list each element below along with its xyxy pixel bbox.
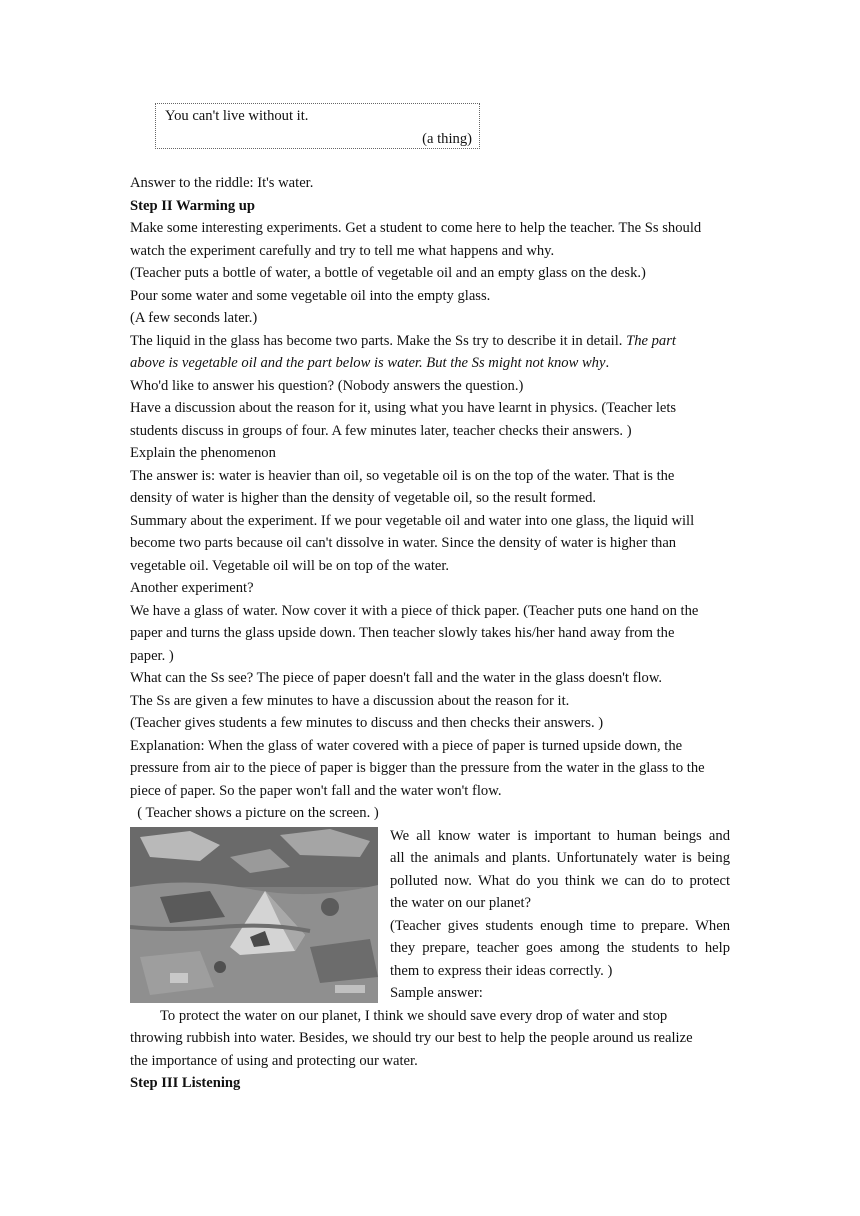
italic-text: The part bbox=[626, 332, 676, 349]
paragraph-line: We have a glass of water. Now cover it with a piece of thick paper. (Teacher puts one hand on the bbox=[130, 602, 699, 619]
figure-side-text bbox=[390, 825, 730, 1005]
paragraph-line: Summary about the experiment. If we pour vegetable oil and water into one glass, the liquid will bbox=[130, 512, 695, 529]
riddle-hint: (a thing) bbox=[422, 131, 472, 147]
paragraph-line: watch the experiment carefully and try to tell me what happens and why. bbox=[130, 242, 555, 259]
paragraph-line bbox=[130, 352, 730, 375]
paragraph-line: Who'd like to answer his question? (Nobody answers the question.) bbox=[130, 377, 524, 394]
riddle-box bbox=[155, 103, 480, 149]
side-line: polluted now. What do you think we can do to protect bbox=[390, 872, 730, 889]
side-line: (Teacher gives students enough time to prepare. When bbox=[390, 917, 730, 934]
sample-answer-line: throwing rubbish into water. Besides, we should try our best to help the people around us realize bbox=[130, 1030, 693, 1046]
paragraph-line: ( Teacher shows a picture on the screen. ) bbox=[130, 805, 379, 821]
sample-answer-line: To protect the water on our planet, I think we should save every drop of water and stop bbox=[160, 1007, 668, 1024]
paragraph-line: (Teacher puts a bottle of water, a bottle of vegetable oil and an empty glass on the desk.) bbox=[130, 265, 646, 281]
paragraph-line: students discuss in groups of four. A few minutes later, teacher checks their answers. ) bbox=[130, 422, 632, 439]
side-line: We all know water is important to human beings and bbox=[390, 827, 730, 844]
paragraph-line: Make some interesting experiments. Get a student to come here to help the teacher. The Ss should bbox=[130, 220, 702, 236]
side-line: all the animals and plants. Unfortunately water is being bbox=[390, 850, 730, 866]
side-line: the water on our planet? bbox=[390, 895, 532, 911]
paragraph-line bbox=[130, 330, 730, 353]
paragraph-line: paper and turns the glass upside down. Then teacher slowly takes his/her hand away from the bbox=[130, 625, 675, 641]
paragraph-line: (Teacher gives students a few minutes to discuss and then checks their answers. ) bbox=[130, 715, 604, 731]
paragraph-line: become two parts because oil can't dissolve in water. Since the density of water is higher than bbox=[130, 535, 677, 551]
paragraph-line: paper. ) bbox=[130, 647, 174, 664]
paragraph-line: density of water is higher than the density of vegetable oil, so the result formed. bbox=[130, 490, 597, 506]
step-3-heading: Step III Listening bbox=[130, 1075, 241, 1091]
lesson-content bbox=[130, 172, 730, 1095]
paragraph-line: Explanation: When the glass of water covered with a piece of paper is turned upside down, the bbox=[130, 737, 683, 754]
polluted-water-photo bbox=[130, 827, 378, 1003]
paragraph-line: The Ss are given a few minutes to have a discussion about the reason for it. bbox=[130, 692, 570, 709]
figure-with-text bbox=[130, 825, 730, 1005]
italic-text: above is vegetable oil and the part below is water. But the Ss might not know why bbox=[130, 355, 606, 371]
side-line: they prepare, teacher goes among the students to help bbox=[390, 940, 730, 956]
paragraph-line: The answer is: water is heavier than oil, so vegetable oil is on the top of the water. That is the bbox=[130, 467, 675, 484]
paragraph-line: piece of paper. So the paper won't fall and the water won't flow. bbox=[130, 782, 502, 799]
paragraph-text: The liquid in the glass has become two parts. Make the Ss try to describe it in detail. bbox=[130, 332, 627, 349]
riddle-text: You can't live without it. bbox=[165, 108, 309, 124]
paragraph-line: What can the Ss see? The piece of paper doesn't fall and the water in the glass doesn't flow. bbox=[130, 670, 663, 686]
paragraph-text: . bbox=[605, 355, 610, 371]
paragraph-line: (A few seconds later.) bbox=[130, 310, 258, 326]
photo-illustration bbox=[130, 827, 378, 1003]
sample-answer-line: the importance of using and protecting our water. bbox=[130, 1052, 418, 1069]
side-line: them to express their ideas correctly. ) bbox=[390, 962, 613, 979]
paragraph-line: pressure from air to the piece of paper is bigger than the pressure from the water in the glass to the bbox=[130, 760, 705, 776]
paragraph-line: Pour some water and some vegetable oil into the empty glass. bbox=[130, 287, 491, 304]
paragraph-line: Explain the phenomenon bbox=[130, 445, 276, 461]
paragraph-line: Have a discussion about the reason for it, using what you have learnt in physics. (Teacher lets bbox=[130, 400, 677, 416]
paragraph-line: Another experiment? bbox=[130, 580, 254, 596]
step-2-heading: Step II Warming up bbox=[130, 197, 256, 214]
riddle-answer: Answer to the riddle: It's water. bbox=[130, 175, 314, 191]
paragraph-line: vegetable oil. Vegetable oil will be on top of the water. bbox=[130, 557, 450, 574]
sample-answer-label: Sample answer: bbox=[390, 985, 483, 1001]
